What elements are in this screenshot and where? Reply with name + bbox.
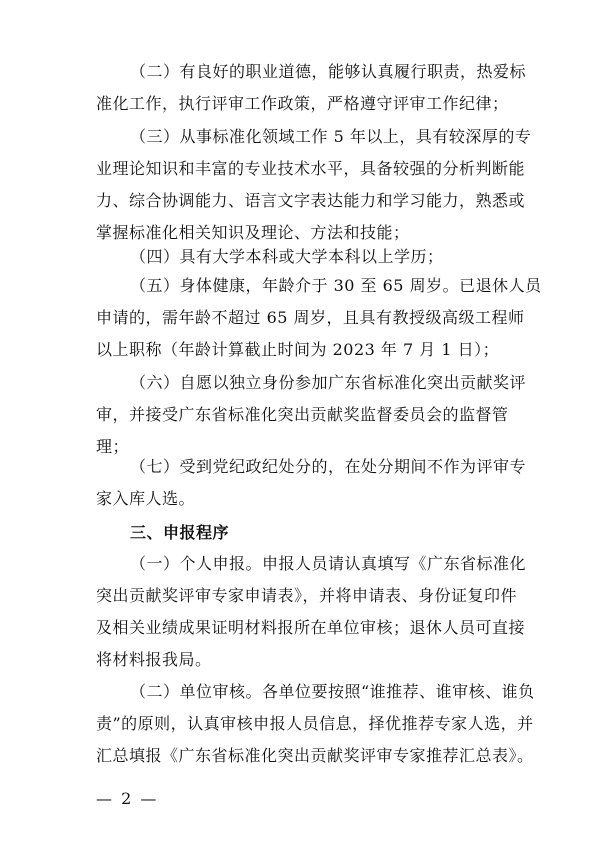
page-number: — 2 — [96, 789, 159, 808]
text-line: 汇总填报《广东省标准化突出贡献奖评审专家推荐汇总表》。 [96, 746, 534, 765]
paragraph-qualification-2 [96, 56, 527, 120]
text-line: （三）从事标准化领域工作 5 年以上，具有较深厚的专 [130, 127, 532, 146]
section-heading: 三、申报程序 [130, 523, 230, 542]
text-line: 力、综合协调能力、语言文字表达能力和学习能力，熟悉或 [96, 191, 526, 210]
paragraph-qualification-4 [96, 241, 508, 273]
paragraph-qualification-5 [96, 270, 542, 366]
text-line: 家入库人选。 [96, 489, 196, 508]
text-line: 掌握标准化相关知识及理论、方法和技能； [96, 223, 410, 242]
paragraph-procedure-2 [96, 676, 535, 772]
paragraph-qualification-7 [96, 451, 527, 515]
text-line: （六）自愿以独立身份参加广东省标准化突出贡献奖评 [130, 373, 527, 392]
text-line: （四）具有大学本科或大学本科以上学历； [130, 247, 444, 266]
text-line: （二）有良好的职业道德，能够认真履行职责，热爱标 [130, 62, 527, 81]
text-line: 审，并接受广东省标准化突出贡献奖监督委员会的监督管 [96, 405, 509, 424]
text-line: 业理论知识和丰富的专业技术水平，具备较强的分析判断能 [96, 159, 526, 178]
text-line: （七）受到党纪政纪处分的，在处分期间不作为评审专 [130, 457, 527, 476]
paragraph-qualification-3 [96, 121, 532, 249]
text-line: （五）身体健康，年龄介于 30 至 65 周岁。已退休人员 [130, 276, 542, 295]
paragraph-qualification-6 [96, 367, 527, 463]
text-line: 准化工作，执行评审工作政策，严格遵守评审工作纪律； [96, 94, 509, 113]
text-line: （二）单位审核。各单位要按照“谁推荐、谁审核、谁负 [130, 682, 535, 701]
text-line: 将材料报我局。 [96, 650, 212, 669]
text-line: 申请的，需年龄不超过 65 周岁，且具有教授级高级工程师 [96, 308, 525, 327]
text-line: 理； [96, 437, 130, 456]
text-line: 及相关业绩成果证明材料报所在单位审核；退休人员可直接 [96, 618, 526, 637]
text-line: 以上职称（年龄计算截止时间为 2023 年 7 月 1 日）； [96, 340, 500, 359]
paragraph-procedure-1 [96, 548, 527, 676]
text-line: （一）个人申报。申报人员请认真填写《广东省标准化 [130, 554, 527, 573]
text-line: 责”的原则，认真审核申报人员信息，择优推荐专家人选，并 [96, 714, 534, 733]
text-line: 突出贡献奖评审专家申请表》，并将申请表、身份证复印件 [96, 586, 518, 605]
